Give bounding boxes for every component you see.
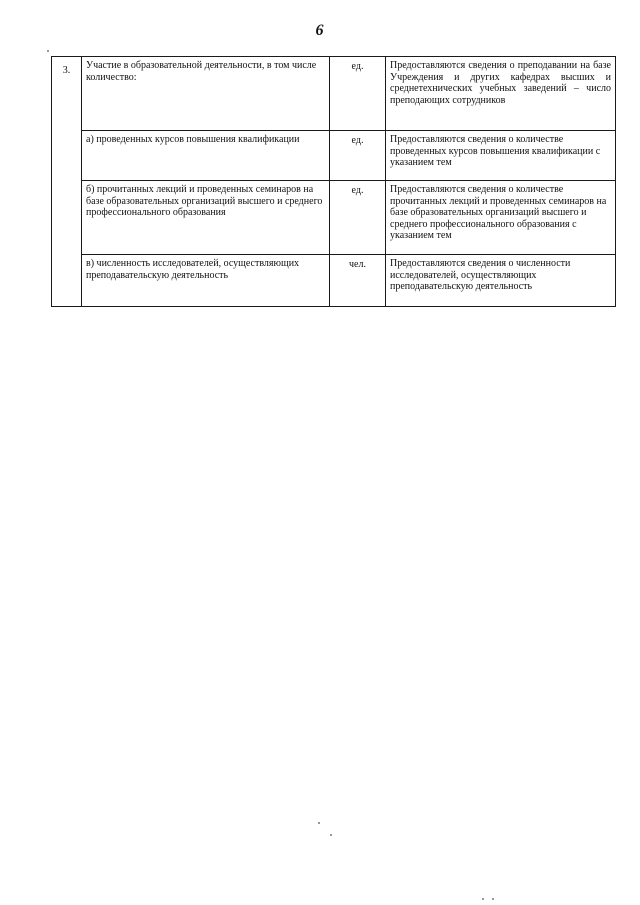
- table-row: [52, 131, 616, 181]
- indicators-table: [51, 56, 616, 307]
- scan-speck: [482, 898, 484, 900]
- indicator-name: б) прочитанных лекций и проведенных семинаров на базе образовательных организаций высшего и среднего профессионального образования: [86, 184, 323, 218]
- unit: ед.: [351, 185, 364, 196]
- table-row: [52, 181, 616, 255]
- indicator-name: Участие в образовательной деятельности, в том числе количество:: [86, 60, 317, 83]
- table-row: [52, 255, 616, 307]
- row-number-cell: [52, 57, 82, 307]
- indicator-name: в) численность исследователей, осуществляющих преподавательскую деятельность: [86, 258, 300, 281]
- table-row: [52, 57, 616, 131]
- scan-speck: [318, 822, 320, 824]
- description-cell: [386, 181, 616, 255]
- description-cell: [386, 255, 616, 307]
- description: Предоставляются сведения о численности исследователей, осуществляющих преподавательскую деятельность: [390, 258, 571, 292]
- description: Предоставляются сведения о преподавании на базе Учреждения и других кафедрах высших и среднетехнических учебных заведений – число преподающих сотрудников: [390, 60, 611, 106]
- indicator-name: а) проведенных курсов повышения квалификации: [86, 134, 300, 145]
- description: Предоставляются сведения о количестве проведенных курсов повышения квалификации с указанием тем: [390, 134, 601, 168]
- unit-cell: [330, 131, 386, 181]
- scan-speck: [47, 50, 49, 52]
- unit: ед.: [351, 61, 364, 72]
- unit: ед.: [351, 135, 364, 146]
- indicator-name-cell: [82, 57, 330, 131]
- row-number: 3.: [62, 65, 71, 76]
- description-cell: [386, 57, 616, 131]
- description: Предоставляются сведения о количестве прочитанных лекций и проведенных семинаров на базе образовательных организаций высшего и среднего профессионального образования с указанием тем: [390, 184, 607, 241]
- scan-speck: [492, 898, 494, 900]
- unit: чел.: [349, 259, 366, 270]
- page-number: 6: [315, 22, 325, 39]
- scan-speck: [330, 834, 332, 836]
- indicator-name-cell: [82, 181, 330, 255]
- indicator-name-cell: [82, 131, 330, 181]
- description-cell: [386, 131, 616, 181]
- indicator-name-cell: [82, 255, 330, 307]
- unit-cell: [330, 255, 386, 307]
- unit-cell: [330, 181, 386, 255]
- unit-cell: [330, 57, 386, 131]
